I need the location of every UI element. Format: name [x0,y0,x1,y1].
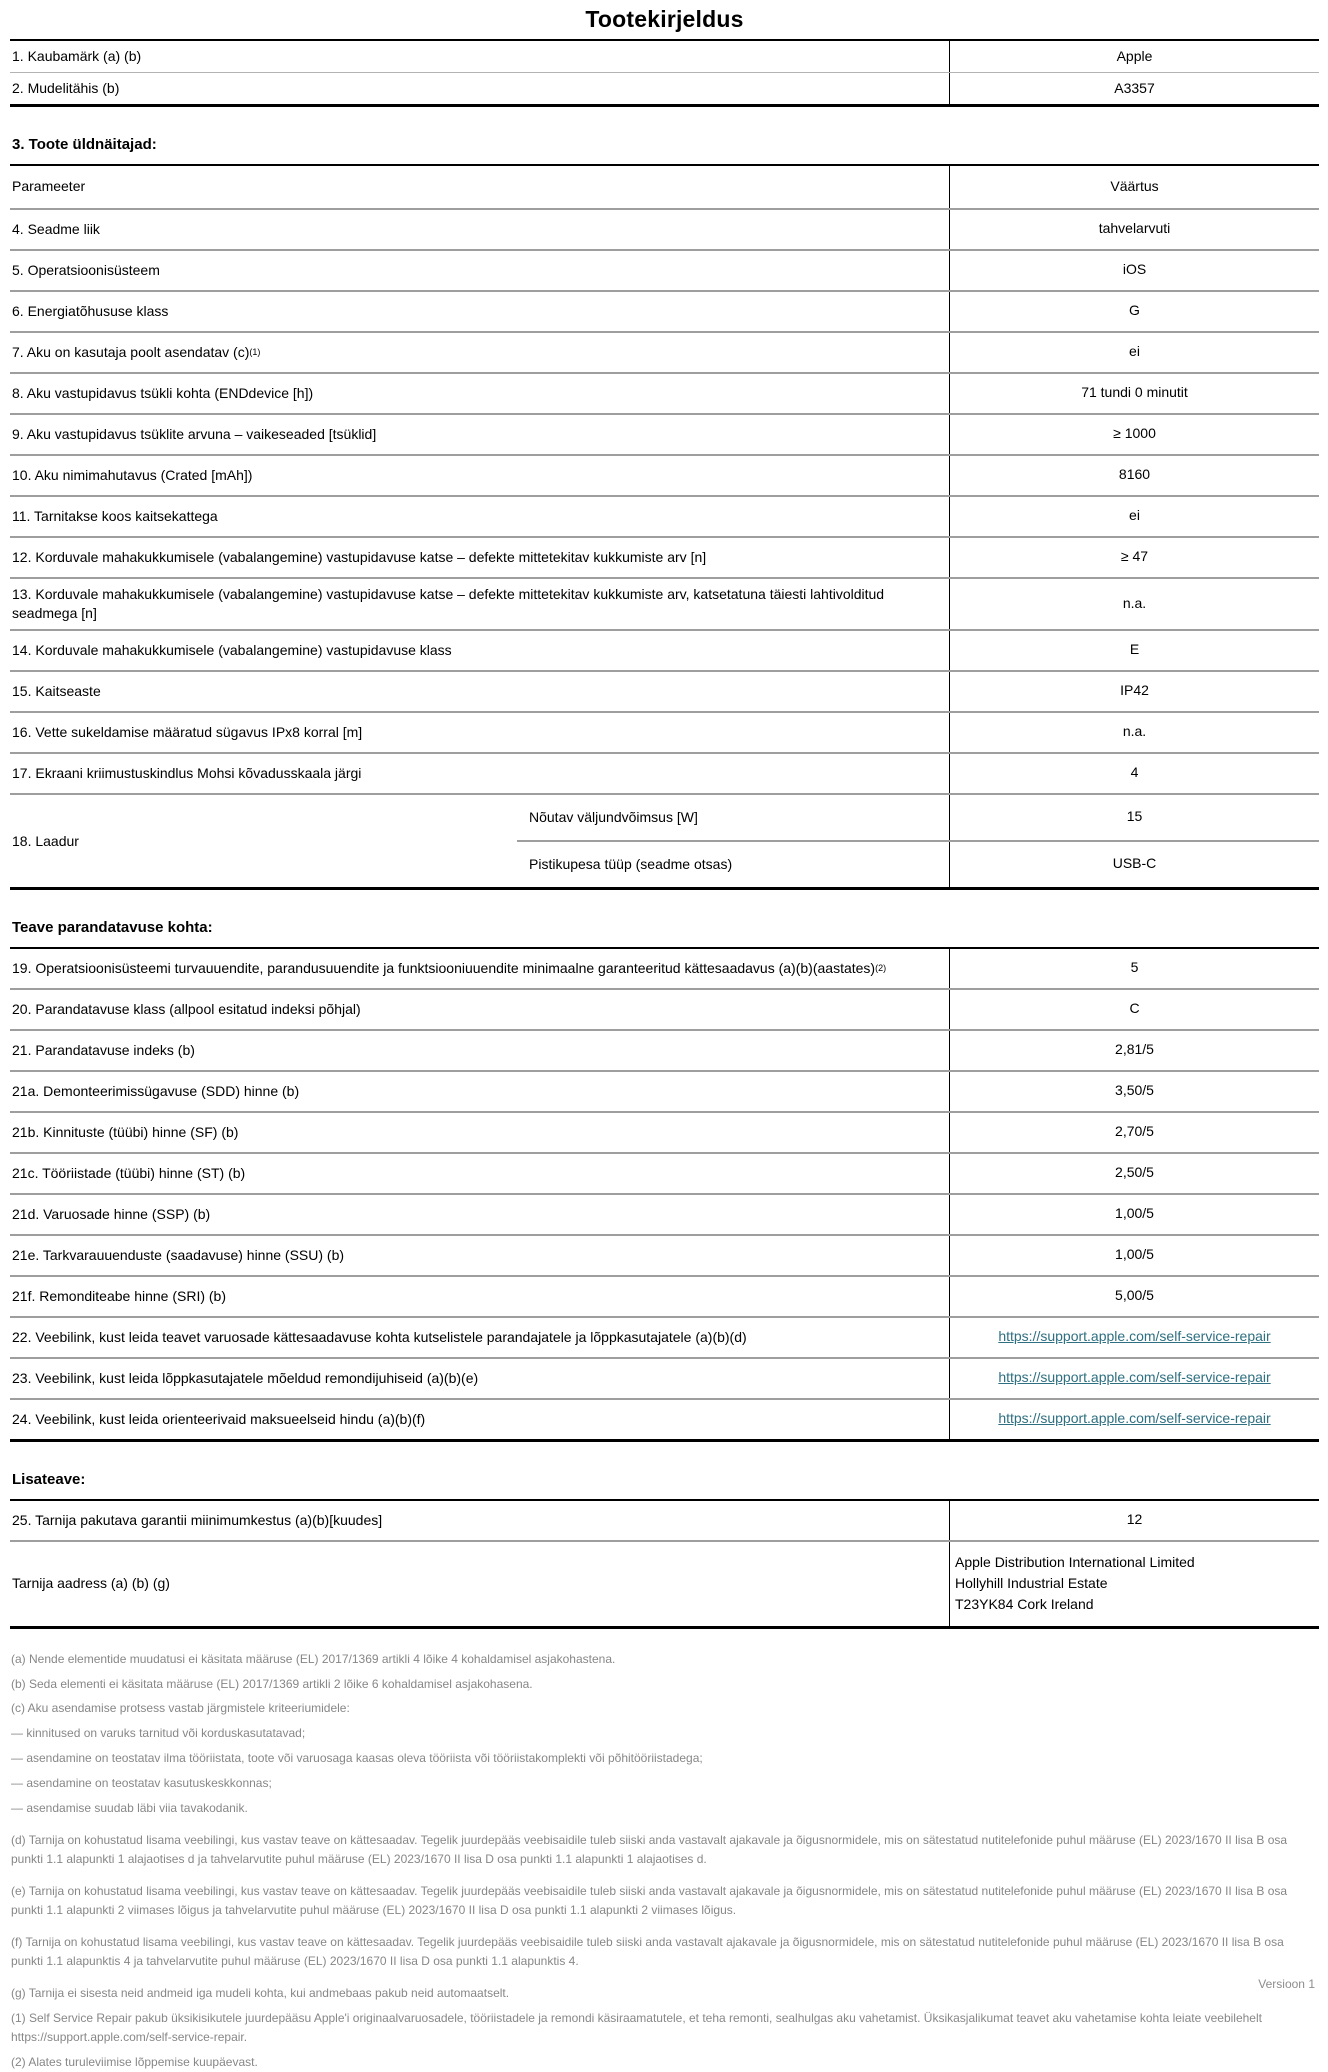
table-row [10,374,1319,415]
table-row [10,579,1319,631]
row-label: 9. Aku vastupidavus tsüklite arvuna – vaikeseaded [tsüklid] [12,425,377,442]
section-heading-additional: Lisateave: [12,1470,86,1488]
footnote: (e) Tarnija on kohustatud lisama veebilingi, kus vastav teave on kättesaadav. Tegelik juurdepääs veebisaidile tuleb siiski anda vastavalt ajakavale ja õigusnormidele, mis on sätestatud nutitelefonide puhul määruse (EL) 2023/1670 II lisa B osa punkti 1.1 alapunkti 2 viimases lõigus ja tahvelarvutite puhul määruse (EL) 2023/1670 II lisa D osa punkti 1.1 alapunkti 2 viimases lõigus. [11,1884,1288,1918]
row-label: 11. Tarnitakse koos kaitsekattega [12,507,218,524]
row-value: 3,50/5 [949,1072,1319,1111]
row-value: 8160 [949,456,1319,495]
row-label: 2. Mudelitähis (b) [12,79,120,96]
row-label: 19. Operatsioonisüsteemi turvauuendite, parandusuuendite ja funktsiooniuuendite minimaalne garanteeritud kättesaadavus (a)(b)(aastates) (2) [12,959,887,976]
charger-sub-table [517,795,1319,887]
row-value [949,1318,1319,1357]
row-label: 18. Laadur [12,832,79,849]
row-value: ≥ 1000 [949,415,1319,454]
row-value: n.a. [949,713,1319,752]
charger-sub-label: Nõutav väljundvõimsus [W] [529,809,698,826]
row-value: 12 [949,1501,1319,1540]
supplier-address [949,1542,1319,1626]
row-label: 7. Aku on kasutaja poolt asendatav (c) (1) [12,343,261,360]
row-value: A3357 [949,73,1319,104]
footnote: — asendamine on teostatav ilma tööriistata, toote või varuosaga kaasas oleva tööriista või tööriistakomplekti või põhitööriistadega; [11,1751,703,1766]
row-value: 15 [949,795,1319,840]
row-value: ei [949,333,1319,372]
table-row [10,1154,1319,1195]
table-row [10,73,1319,104]
support-link[interactable]: https://support.apple.com/self-service-repair [998,1369,1271,1386]
row-value [949,1400,1319,1439]
row-value: 1,00/5 [949,1236,1319,1275]
table-row [10,292,1319,333]
table-row [10,497,1319,538]
row-label: Tarnija aadress (a) (b) (g) [12,1575,170,1592]
row-label: 21f. Remonditeabe hinne (SRI) (b) [12,1287,226,1304]
table-row [10,41,1319,73]
row-value [949,1359,1319,1398]
table-row [10,1072,1319,1113]
footnote: — kinnitused on varuks tarnitud või korduskasutatavad; [11,1726,306,1741]
table-row [10,1501,1319,1542]
row-value: USB-C [949,842,1319,887]
table-row [10,754,1319,795]
footnote: (1) Self Service Repair pakub üksikisikutele juurdepääsu Apple'i originaalvaruosadele, tööriistadele ja remondi käsiraamatutele, et teha remonti, sealhulgas aku vahetamist. Üksikasjalikumat teavet aku vahetamise kohta leiate veebilehelt https://support.apple.com/self-service-repair. [11,2010,1262,2044]
additional-table [10,1499,1319,1629]
row-label: 13. Korduvale mahakukkumisele (vabalangemine) vastupidavuse katse – defekte mittetekitav kukkumiste arv, katsetatuna täiesti lahtivolditud seadmega [n] [12,585,885,621]
row-label: 21c. Tööriistade (tüübi) hinne (ST) (b) [12,1164,246,1181]
row-value: 2,50/5 [949,1154,1319,1193]
row-label: 21. Parandatavuse indeks (b) [12,1041,195,1058]
column-header-parameter: Parameeter [12,178,86,195]
row-value: iOS [949,251,1319,290]
row-label: 21e. Tarkvarauuenduste (saadavuse) hinne (SSU) (b) [12,1246,345,1263]
footnote: (a) Nende elementide muudatusi ei käsitata määruse (EL) 2017/1369 artikli 4 lõike 4 kohaldamisel asjakohastena. [11,1651,616,1666]
row-value: tahvelarvuti [949,210,1319,249]
footnote: (2) Alates turuleviimise lõppemise kuupäevast. [11,2054,258,2069]
row-value: Apple [949,41,1319,72]
row-label: 21d. Varuosade hinne (SSP) (b) [12,1205,211,1222]
row-label: 12. Korduvale mahakukkumisele (vabalangemine) vastupidavuse katse – defekte mittetekitav kukkumiste arv [n] [12,548,707,565]
row-value: 5,00/5 [949,1277,1319,1316]
general-table [10,164,1319,890]
footnote: — asendamine on teostatav kasutuskeskkonnas; [11,1776,272,1791]
table-row [10,1359,1319,1400]
table-row [10,210,1319,251]
footnote: (c) Aku asendamise protsess vastab järgmistele kriteeriumidele: [11,1701,350,1716]
page-title: Tootekirjeldus [585,6,744,32]
product-id-table [10,39,1319,107]
support-link[interactable]: https://support.apple.com/self-service-repair [998,1410,1271,1427]
table-row [10,456,1319,497]
support-link[interactable]: https://support.apple.com/self-service-repair [998,1328,1271,1345]
table-row [10,538,1319,579]
table-row [10,949,1319,990]
row-label: 16. Vette sukeldamise määratud sügavus IPx8 korral [m] [12,723,363,740]
row-label: 23. Veebilink, kust leida lõppkasutajatele mõeldud remondijuhiseid (a)(b)(e) [12,1369,479,1386]
row-value: 1,00/5 [949,1195,1319,1234]
repair-table [10,947,1319,1442]
column-header-value: Väärtus [949,166,1319,208]
row-label: 8. Aku vastupidavus tsükli kohta (ENDdevice [h]) [12,384,314,401]
table-row [10,415,1319,456]
row-label: 6. Energiatõhususe klass [12,302,169,319]
footnote: (g) Tarnija ei sisesta neid andmeid iga mudeli kohta, kui andmebaas pakub neid automaatselt. [11,1985,510,2000]
row-label: 10. Aku nimimahutavus (Crated [mAh]) [12,466,253,483]
address-line: T23YK84 Cork Ireland [955,1596,1094,1613]
row-value: 5 [949,949,1319,988]
table-row [10,1400,1319,1439]
row-value: G [949,292,1319,331]
footnote: (d) Tarnija on kohustatud lisama veebilingi, kus vastav teave on kättesaadav. Tegelik juurdepääs veebisaidile tuleb siiski anda vastavalt ajakavale ja õigusnormidele, mis on sätestatud nutitelefonide puhul määruse (EL) 2023/1670 II lisa B osa punkti 1.1 alapunkti 1 alajaotises d ja tahvelarvutite puhul määruse (EL) 2023/1670 II lisa D osa punkti 1.1 alapunkti 1 alajaotises d. [11,1833,1288,1867]
row-value: 2,70/5 [949,1113,1319,1152]
address-line: Apple Distribution International Limited [955,1554,1195,1571]
row-value: 71 tundi 0 minutit [949,374,1319,413]
table-row [10,631,1319,672]
row-value: n.a. [949,579,1319,629]
row-label: 5. Operatsioonisüsteem [12,261,160,278]
version-label: Versioon 1 [1258,1977,1315,1991]
row-value: E [949,631,1319,670]
table-row [10,990,1319,1031]
row-label: 22. Veebilink, kust leida teavet varuosade kättesaadavuse kohta kutselistele parandajatele ja lõppkasutajatele (a)(b)(d) [12,1328,747,1345]
table-row [10,713,1319,754]
row-label: 1. Kaubamärk (a) (b) [12,48,142,64]
row-label: 15. Kaitseaste [12,682,101,699]
row-value: ≥ 47 [949,538,1319,577]
row-label: 21b. Kinnituste (tüübi) hinne (SF) (b) [12,1123,239,1140]
footnote: (b) Seda elementi ei käsitata määruse (EL) 2017/1369 artikli 2 lõike 6 kohaldamisel asjakohasena. [11,1676,533,1691]
row-value: 2,81/5 [949,1031,1319,1070]
general-rows [10,210,1319,795]
row-label: 25. Tarnija pakutava garantii miinimumkestus (a)(b)[kuudes] [12,1511,383,1528]
charger-sub-label: Pistikupesa tüüp (seadme otsas) [529,856,733,873]
row-label: 24. Veebilink, kust leida orienteerivaid maksueelseid hindu (a)(b)(f) [12,1410,426,1427]
row-label: 20. Parandatavuse klass (allpool esitatud indeksi põhjal) [12,1000,361,1017]
row-label: 21a. Demonteerimissügavuse (SDD) hinne (b) [12,1082,300,1099]
table-row [10,672,1319,713]
address-line: Hollyhill Industrial Estate [955,1575,1108,1592]
row-label: 17. Ekraani kriimustuskindlus Mohsi kõvadusskaala järgi [12,764,362,781]
table-row [517,795,1319,842]
charger-row [10,795,1319,887]
footnote: (f) Tarnija on kohustatud lisama veebilingi, kus vastav teave on kättesaadav. Tegelik juurdepääs veebisaidile tuleb siiski anda vastavalt ajakavale ja õigusnormidele, mis on sätestatud nutitelefonide puhul määruse (EL) 2023/1670 II lisa B osa punkti 1.1 alapunktis 4 ja tahvelarvutite puhul määruse (EL) 2023/1670 II lisa D osa punkti 1.1 alapunktis 4. [11,1935,1284,1968]
table-row [10,1318,1319,1359]
table-header-row [10,166,1319,210]
row-value: ei [949,497,1319,536]
footnote: — asendamise suudab läbi viia tavakodanik. [11,1801,248,1816]
section-heading-general: 3. Toote üldnäitajad: [12,135,157,153]
footnotes [10,1650,1319,2072]
table-row [10,1113,1319,1154]
table-row [10,1195,1319,1236]
row-label: 14. Korduvale mahakukkumisele (vabalangemine) vastupidavuse klass [12,641,452,658]
section-heading-repair: Teave parandatavuse kohta: [12,918,213,936]
row-value: C [949,990,1319,1029]
table-row [10,1031,1319,1072]
table-row [10,251,1319,292]
row-value: IP42 [949,672,1319,711]
table-row [10,1236,1319,1277]
table-row [10,333,1319,374]
supplier-address-row [10,1542,1319,1626]
row-value: 4 [949,754,1319,793]
table-row [10,1277,1319,1318]
table-row [517,842,1319,887]
row-label: 4. Seadme liik [12,220,100,237]
